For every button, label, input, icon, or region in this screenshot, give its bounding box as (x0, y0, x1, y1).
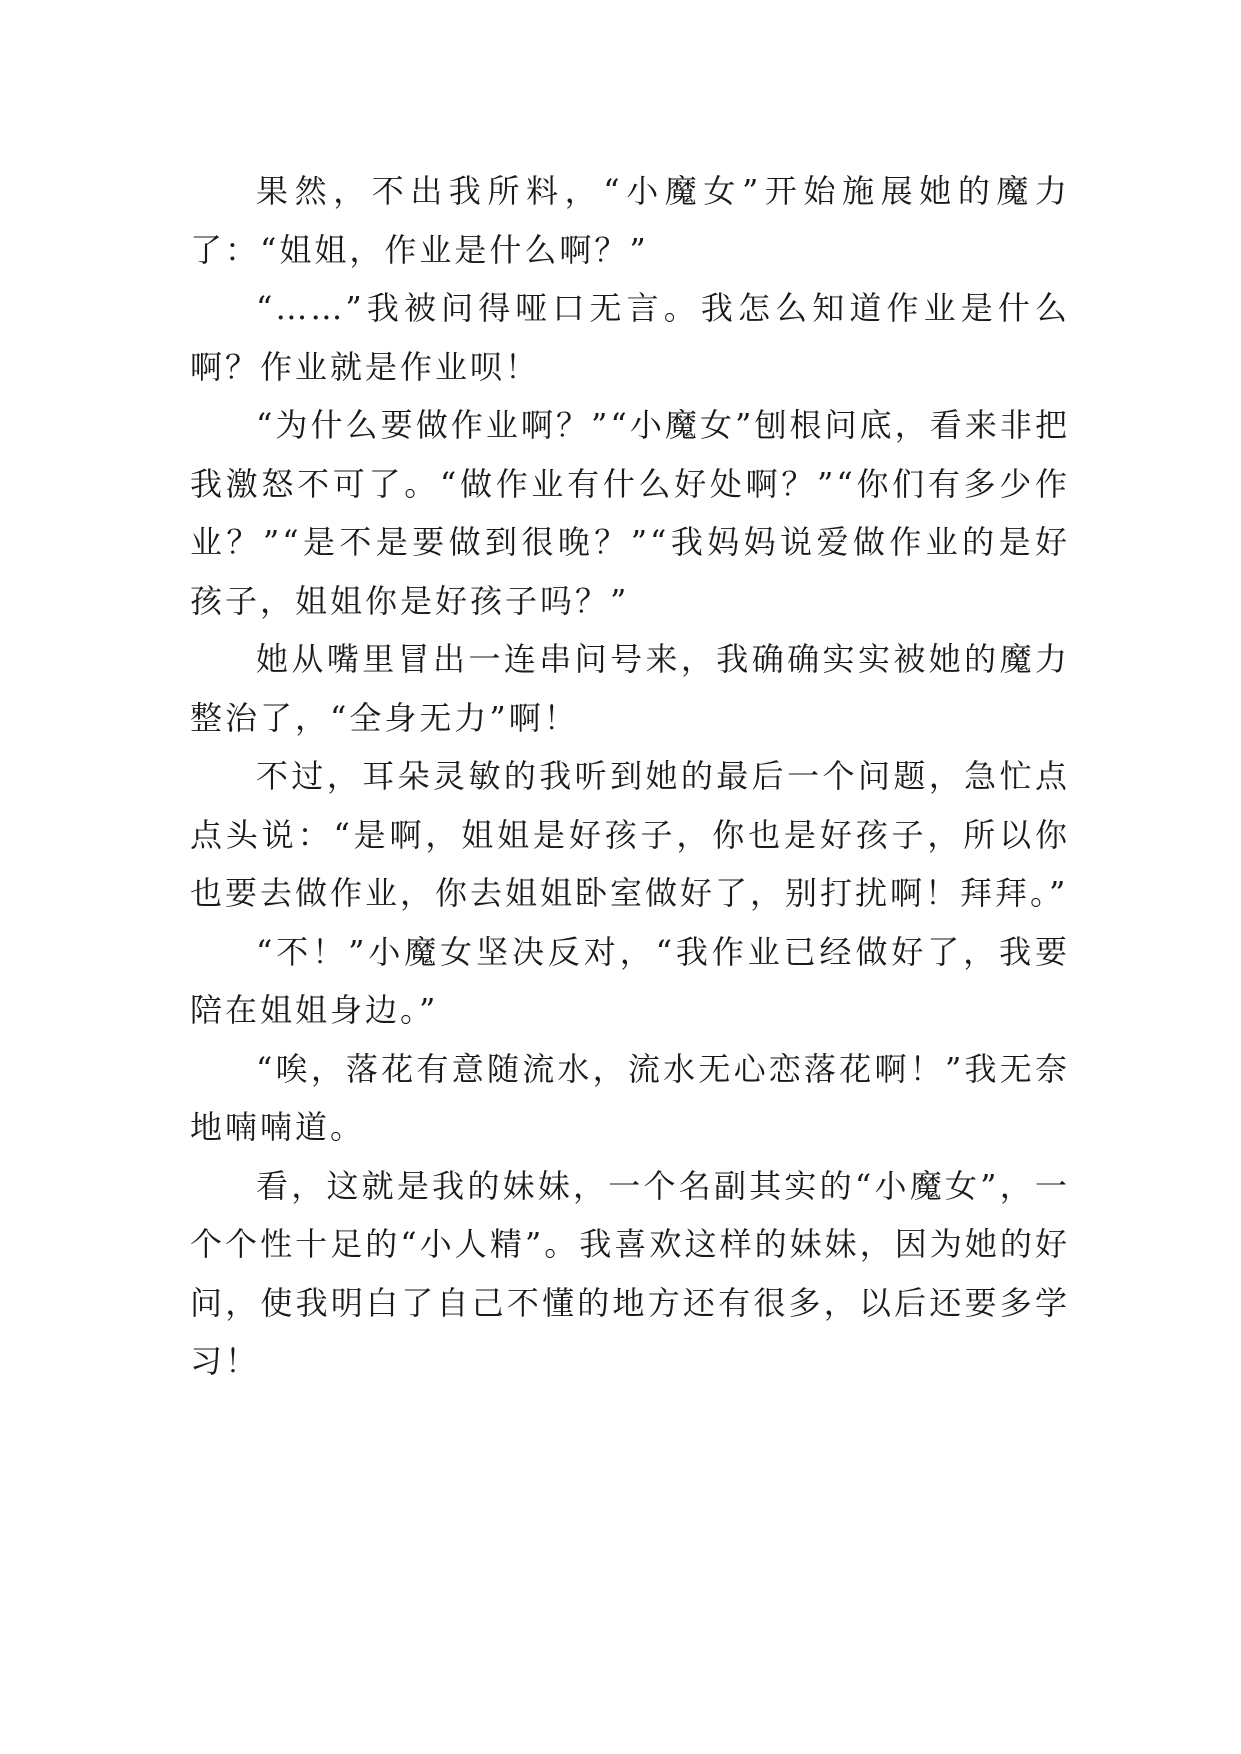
paragraph-5: 不过，耳朵灵敏的我听到她的最后一个问题，急忙点点头说：“是啊，姐姐是好孩子，你也是好孩子，所以你也要去做作业，你去姐姐卧室做好了，别打扰啊！拜拜。” (190, 757, 1070, 912)
body-text (190, 162, 1070, 1391)
paragraph-8: 看，这就是我的妹妹，一个名副其实的“小魔女”，一个个性十足的“小人精”。我喜欢这样的妹妹，因为她的好问，使我明白了自己不懂的地方还有很多，以后还要多学习！ (190, 1166, 1070, 1380)
paragraph-7: “唉，落花有意随流水，流水无心恋落花啊！”我无奈地喃喃道。 (190, 1049, 1070, 1146)
paragraph-6: “不！”小魔女坚决反对，“我作业已经做好了，我要陪在姐姐身边。” (190, 932, 1070, 1029)
paragraph-3: “为什么要做作业啊？”“小魔女”刨根问底，看来非把我激怒不可了。“做作业有什么好处啊？”“你们有多少作业？”“是不是要做到很晚？”“我妈妈说爱做作业的是好孩子，姐姐你是好孩子吗？” (190, 406, 1070, 620)
paragraph-1: 果然，不出我所料，“小魔女”开始施展她的魔力了：“姐姐，作业是什么啊？” (190, 172, 1070, 269)
paragraph-4: 她从嘴里冒出一连串问号来，我确确实实被她的魔力整治了，“全身无力”啊！ (190, 640, 1070, 737)
paragraph-2: “……”我被问得哑口无言。我怎么知道作业是什么啊？作业就是作业呗！ (190, 289, 1070, 386)
